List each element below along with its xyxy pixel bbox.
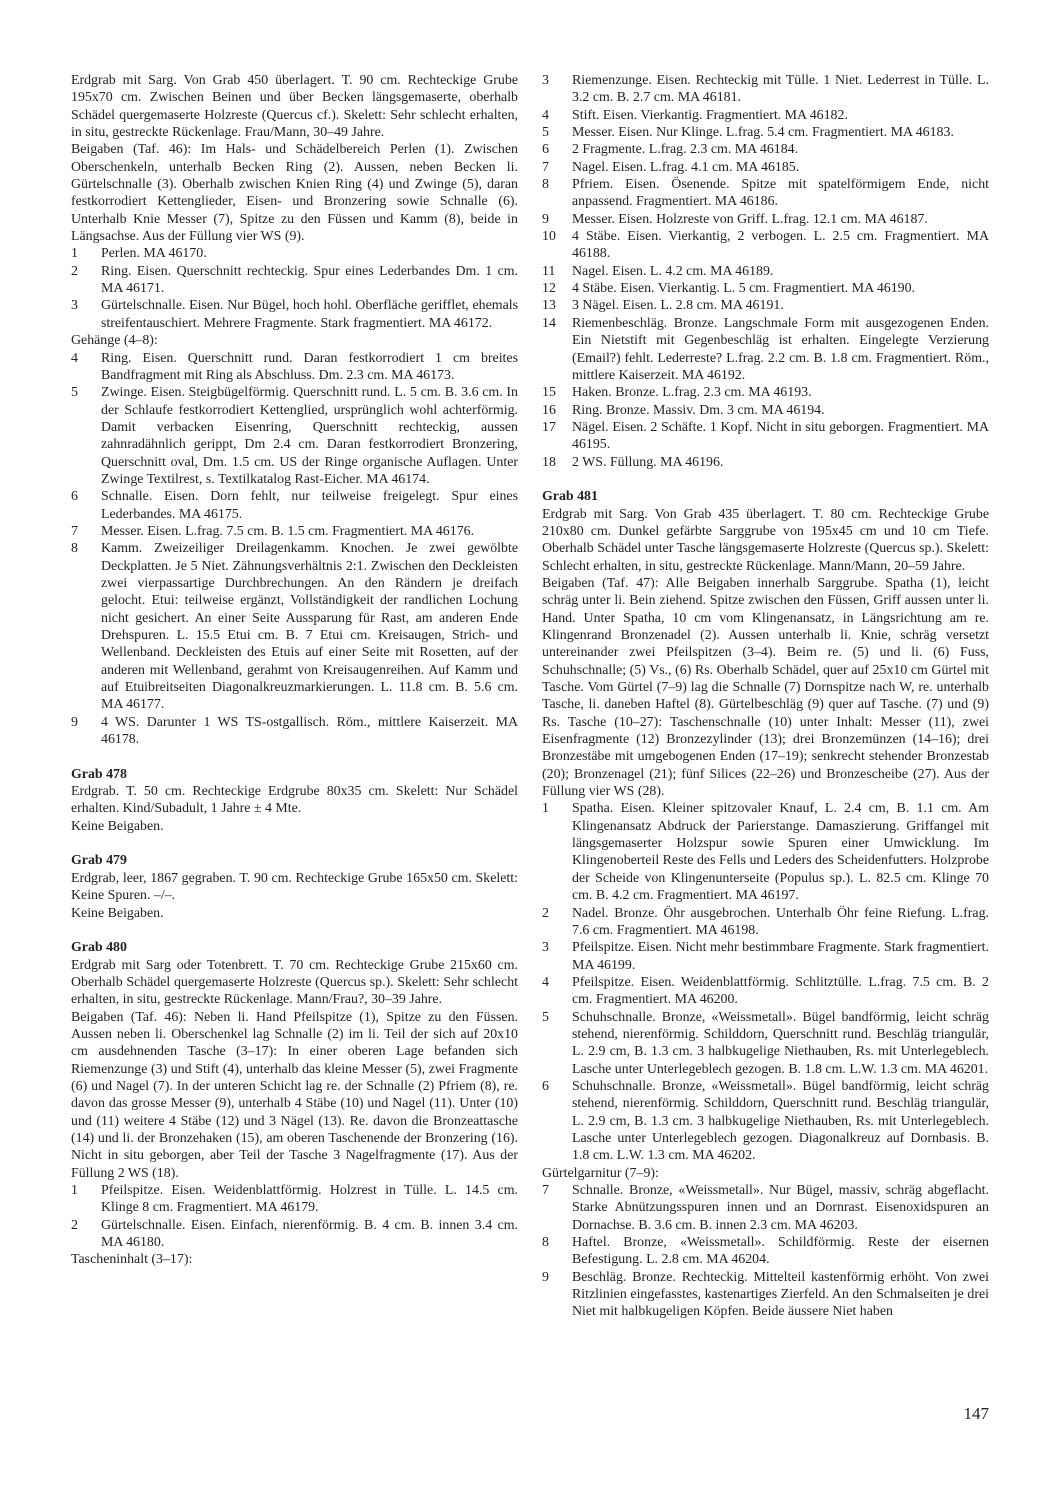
item-number: 9 xyxy=(542,1269,549,1285)
catalog-item xyxy=(71,1182,518,1217)
item-text: Spatha. Eisen. Kleiner spitzovaler Knauf, L. 2.4 cm, B. 1.1 cm. Am Klingenansatz Abdruck der Parierstange. Damaszierung. Griffangel mit längsgemaserter Holzspur sowie Spuren einer Umwicklung. Im Klingenoberteil Reste des Fells und Leders des Scheidenfutters. Holzprobe der Scheide von Klingenunterseite (Populus sp.). L. 82.5 cm. Klinge 70 cm. B. 4.2 cm. Fragmentiert. MA 46197. xyxy=(572,801,989,904)
item-number: 2 xyxy=(542,905,549,921)
paragraph: Erdgrab mit Sarg. Von Grab 450 überlagert. T. 90 cm. Rechteckige Grube 195x70 cm. Zwischen Beinen und über Becken längsgemaserte, oberhalb Schädel quergemaserte Holzreste (Quercus cf.). Skelett: Sehr schlecht erhalten, in situ, gestreckte Rückenlage. Frau/Mann, 30–49 Jahre. xyxy=(71,73,518,141)
item-number: 4 xyxy=(542,107,549,123)
paragraph: Erdgrab. T. 50 cm. Rechteckige Erdgrube 80x35 cm. Skelett: Nur Schädel erhalten. Kind/Subadult, 1 Jahre ± 4 Mte. xyxy=(71,784,518,817)
section-spacer xyxy=(71,922,518,939)
catalog-item xyxy=(71,350,518,385)
left-column xyxy=(71,72,518,1269)
item-number: 1 xyxy=(71,246,78,262)
grave-heading: Grab 480 xyxy=(71,940,127,956)
item-number: 6 xyxy=(542,1078,549,1094)
item-number: 4 xyxy=(71,350,78,366)
item-number: 11 xyxy=(542,263,556,279)
grave-heading: Grab 479 xyxy=(71,853,127,869)
catalog-item xyxy=(71,245,518,262)
item-text: Nagel. Eisen. L.frag. 4.1 cm. MA 46185. xyxy=(572,159,800,175)
item-number: 7 xyxy=(542,1183,549,1198)
item-number: 3 xyxy=(71,298,78,314)
paragraph: Erdgrab mit Sarg oder Totenbrett. T. 70 cm. Rechteckige Grube 215x60 cm. Oberhalb Schädel quergemaserte Holzreste (Quercus sp.). Skelett: Sehr schlecht erhalten, in situ, gestreckte Rückenlage. Mann/Frau?, 30–39 Jahre. xyxy=(71,957,518,1008)
catalog-item xyxy=(71,297,518,332)
item-text: Nadel. Bronze. Öhr ausgebrochen. Unterhalb Öhr feine Riefung. L.frag. 7.6 cm. Fragmentiert. MA 46198. xyxy=(572,905,989,938)
catalog-item xyxy=(542,263,989,280)
catalog-item xyxy=(542,905,989,940)
item-text: Nägel. Eisen. 2 Schäfte. 1 Kopf. Nicht in situ geborgen. Fragmentiert. MA 46195. xyxy=(572,419,989,453)
item-text: 4 WS. Darunter 1 WS TS-ostgallisch. Röm., mittlere Kaiserzeit. MA 46178. xyxy=(101,714,518,748)
item-number: 2 xyxy=(71,1217,78,1233)
section-spacer xyxy=(71,835,518,852)
item-number: 6 xyxy=(71,489,78,505)
catalog-item xyxy=(542,1009,989,1078)
paragraph: Beigaben (Taf. 46): Neben li. Hand Pfeilspitze (1), Spitze zu den Füssen. Aussen neben li. Oberschenkel lag Schnalle (2) im li. Teil der sich auf 20x10 cm ausdehnenden Tasche (3–17): In einer oberen Lage befanden sich Riemenzunge (3) und Stift (4), unterhalb das kleine Messer (5), zwei Fragmente (6) und Nagel (7). In der unteren Schicht lag re. der Schnalle (2) Pfriem (8), re. davon das grosse Messer (9), unterhalb 4 Stäbe (10) und Nagel (11). Unter (10) und (11) weitere 4 Stäbe (12) und 3 Nägel (13). Re. davon die Bronzeattasche (14) und li. der Bronzehaken (15), am oberen Taschenende der Bronzering (16). Nicht in situ geborgen, aber Teil der Tasche 3 Nagelfragmente (17). Aus der Füllung 2 WS (18). xyxy=(71,1009,518,1181)
catalog-item xyxy=(542,315,989,384)
item-number: 7 xyxy=(542,159,549,175)
catalog-item xyxy=(542,211,989,228)
section-spacer xyxy=(71,748,518,765)
item-text: Pfeilspitze. Eisen. Nicht mehr bestimmbare Fragmente. Stark fragmentiert. MA 46199. xyxy=(572,940,989,973)
item-text: Riemenbeschläg. Bronze. Langschmale Form mit ausgezogenen Enden. Ein Nietstift mit Gegenbeschläg ist erhalten. Eingelegte Verzierung (Email?) fehlt. Lederreste? L.frag. 2.2 cm. B. 1.8 cm. Fragmentiert. Röm., mittlere Kaiserzeit. MA 46192. xyxy=(572,315,989,383)
catalog-item xyxy=(542,72,989,107)
item-text: Schnalle. Eisen. Dorn fehlt, nur teilweise freigelegt. Spur eines Lederbandes. MA 46175. xyxy=(101,489,518,522)
catalog-item xyxy=(542,1234,989,1269)
item-number: 3 xyxy=(542,940,549,956)
catalog-item xyxy=(542,1269,989,1321)
item-text: Beschläg. Bronze. Rechteckig. Mittelteil kastenförmig erhöht. Von zwei Ritzlinien eingefasstes, kastenartiges Zierfeld. An den Schmalseiten je drei Niet mit halbkugeligen Köpfen. Beide äussere Niet haben xyxy=(572,1269,989,1320)
item-text: 4 Stäbe. Eisen. Vierkantig, 2 verbogen. L. 2.5 cm. Fragmentiert. MA 46188. xyxy=(572,229,989,262)
item-number: 13 xyxy=(542,298,556,314)
item-number: 14 xyxy=(542,315,556,331)
item-text: Riemenzunge. Eisen. Rechteckig mit Tülle. 1 Niet. Lederrest in Tülle. L. 3.2 cm. B. 2.7 cm. MA 46181. xyxy=(572,73,989,106)
item-number: 16 xyxy=(542,402,556,418)
item-text: 2 WS. Füllung. MA 46196. xyxy=(572,454,724,470)
item-number: 1 xyxy=(71,1183,78,1198)
catalog-item xyxy=(71,488,518,523)
item-number: 17 xyxy=(542,419,556,435)
item-number: 5 xyxy=(542,125,549,141)
catalog-item xyxy=(542,939,989,974)
catalog-item xyxy=(71,714,518,749)
catalog-item xyxy=(542,800,989,904)
catalog-item xyxy=(71,263,518,298)
item-text: 4 Stäbe. Eisen. Vierkantig. L. 5 cm. Fragmentiert. MA 46190. xyxy=(572,281,916,297)
catalog-item xyxy=(542,176,989,211)
catalog-item xyxy=(542,384,989,401)
item-text: Nagel. Eisen. L. 4.2 cm. MA 46189. xyxy=(572,263,774,279)
paragraph: Tascheninhalt (3–17): xyxy=(71,1252,193,1268)
item-number: 6 xyxy=(542,142,549,158)
page-number: 147 xyxy=(963,1404,989,1423)
item-text: Pfeilspitze. Eisen. Weidenblattförmig. Schlitztülle. L.frag. 7.5 cm. B. 2 cm. Fragmentiert. MA 46200. xyxy=(572,974,989,1008)
grave-heading: Grab 481 xyxy=(542,489,598,505)
item-number: 12 xyxy=(542,281,556,297)
paragraph: Beigaben (Taf. 46): Im Hals- und Schädelbereich Perlen (1). Zwischen Oberschenkeln, unterhalb Becken Ring (2). Aussen, neben Becken li. Gürtelschnalle (3). Oberhalb zwischen Knien Ring (4) und Zwinge (5), daran festkorrodiert Kettenglieder, Eisen- und Bronzering sowie Schnalle (6). Unterhalb Knie Messer (7), Spitze zu den Füssen und Kamm (8), beide in Längsachse. Aus der Füllung vier WS (9). xyxy=(71,142,518,245)
item-number: 8 xyxy=(71,541,78,557)
item-text: Haken. Bronze. L.frag. 2.3 cm. MA 46193. xyxy=(572,385,812,401)
item-text: Messer. Eisen. L.frag. 7.5 cm. B. 1.5 cm. Fragmentiert. MA 46176. xyxy=(101,523,475,539)
item-number: 15 xyxy=(542,385,556,401)
grave-heading: Grab 478 xyxy=(71,766,127,782)
paragraph: Erdgrab mit Sarg. Von Grab 435 überlagert. T. 80 cm. Rechteckige Grube 210x80 cm. Dunkel gefärbte Sarggrube von 195x45 cm und 10 cm Tiefe. Oberhalb Schädel unter Tasche längsgemaserte Holzreste (Quercus sp.). Skelett: Schlecht erhalten, in situ, gestreckte Rückenlage. Mann/Mann, 20–59 Jahre. xyxy=(542,506,989,574)
item-number: 7 xyxy=(71,523,78,539)
item-number: 8 xyxy=(542,1235,549,1251)
catalog-item xyxy=(542,124,989,141)
item-text: Messer. Eisen. Nur Klinge. L.frag. 5.4 cm. Fragmentiert. MA 46183. xyxy=(572,125,954,141)
item-text: Haftel. Bronze, «Weissmetall». Schildförmig. Reste der eisernen Befestigung. L. 2.8 cm. MA 46204. xyxy=(572,1235,989,1268)
item-text: Pfeilspitze. Eisen. Weidenblattförmig. Holzrest in Tülle. L. 14.5 cm. Klinge 8 cm. Fragmentiert. MA 46179. xyxy=(101,1183,518,1216)
item-number: 5 xyxy=(542,1009,549,1025)
paragraph: Gürtelgarnitur (7–9): xyxy=(542,1165,659,1181)
paragraph: Erdgrab, leer, 1867 gegraben. T. 90 cm. Rechteckige Grube 165x50 cm. Skelett: Keine Spuren. –/–. xyxy=(71,870,518,904)
item-number: 3 xyxy=(542,73,549,88)
right-column xyxy=(542,72,989,1321)
catalog-item xyxy=(542,454,989,471)
item-number: 5 xyxy=(71,385,78,401)
paragraph: Beigaben (Taf. 47): Alle Beigaben innerhalb Sarggrube. Spatha (1), leicht schräg unter li. Bein ziehend. Spitze zwischen den Füssen, Griff aussen unter li. Hand. Unter Spatha, 10 cm vom Klingenansatz, in Längsrichtung am re. Klingenrand Bronzenadel (2). Aussen unterhalb li. Knie, schräg versetzt untereinander zwei Pfeilspitzen (3–4). Beim re. (5) und li. (6) Fuss, Schuhschnalle; (5) Vs., (6) Rs. Oberhalb Schädel, quer auf 25x10 cm Gürtel mit Tasche. Vom Gürtel (7–9) lag die Schnalle (7) Dornspitze nach W, re. unterhalb Tasche, li. daneben Haftel (8). Gürtelbeschläg (9) quer auf Tasche. (7) und (9) Rs. Tasche (10–27): Taschenschnalle (10) unter Inhalt: Messer (11), zwei Eisenfragmente (12) Bronzezylinder (13); drei Bronzemünzen (14–16); drei Bronzestäbe mit umgebogenen Enden (17–19); senkrecht stehender Bronzestab (20); Bronzenagel (21); fünf Silices (22–26) und Bronzescheibe (27). Aus der Füllung vier WS (28). xyxy=(542,575,989,800)
item-text: Zwinge. Eisen. Steigbügelförmig. Querschnitt rund. L. 5 cm. B. 3.6 cm. In der Schlaufe festkorrodiert Kettenglied, ursprünglich wohl achterförmig. Damit verbacken Eisenring, Querschnitt rechteckig, aussen zahnradähnlich gerippt, Dm 2.4 cm. Daran festkorrodiert Bronzering, Querschnitt oval, Dm. 1.5 cm. US der Ringe organische Auflagen. Unter Zwinge Textilrest, s. Textilkatalog Rast-Eicher. MA 46174. xyxy=(101,385,518,487)
item-text: Kamm. Zweizeiliger Dreilagenkamm. Knochen. Je zwei gewölbte Deckplatten. Je 5 Niet. Zähnungsverhältnis 2:1. Zwischen den Deckleisten zwei vierpassartige Durchbrechungen. An den Rändern je dreifach gelocht. Etui: teilweise ergänzt, Vollständigkeit der randlichen Lochung nicht gesichert. An einer Seite Aussparung für Rast, am anderen Ende Drehspuren. L. 15.5 Etui cm. B. 7 Etui cm. Kreisaugen, Strich- und Wellenband. Deckleisten des Etuis auf einer Seite mit Rosetten, auf der anderen mit Wellenband, gerahmt von Kreisaugenreihen. Auf Kamm und auf Etuibreitseiten Diagonalkreuzmarkierungen. L. 11.8 cm. B. 5.6 cm. MA 46177. xyxy=(101,541,518,713)
paragraph: Keine Beigaben. xyxy=(71,905,164,921)
item-number: 2 xyxy=(71,263,78,279)
catalog-item xyxy=(71,540,518,713)
item-text: 3 Nägel. Eisen. L. 2.8 cm. MA 46191. xyxy=(572,298,784,314)
catalog-item xyxy=(542,974,989,1009)
item-number: 9 xyxy=(71,714,78,730)
item-text: Ring. Bronze. Massiv. Dm. 3 cm. MA 46194. xyxy=(572,402,825,418)
catalog-item xyxy=(542,228,989,263)
catalog-item xyxy=(71,384,518,488)
catalog-item xyxy=(542,280,989,297)
item-text: Schnalle. Bronze, «Weissmetall». Nur Bügel, massiv, schräg abgeflacht. Starke Abnützungsspuren innen und an Dornrast. Eisenoxidspuren an Dornachse. B. 3.6 cm. B. innen 2.3 cm. MA 46203. xyxy=(572,1183,989,1233)
item-text: Ring. Eisen. Querschnitt rechteckig. Spur eines Lederbandes Dm. 1 cm. MA 46171. xyxy=(101,263,518,297)
catalog-item xyxy=(542,402,989,419)
item-text: Schuhschnalle. Bronze, «Weissmetall». Bügel bandförmig, leicht schräg stehend, nierenförmig. Schilddorn, Querschnitt rund. Beschläg triangulär, L. 2.9 cm, B. 1.3 cm. 3 halbkugelige Niethauben, Rs. mit Unterlegeblech. Lasche unter Unterlegeblech gezogen. Diagonalkreuz auf Dornbasis. B. 1.8 cm. L.W. 1.3 cm. MA 46202. xyxy=(572,1078,989,1164)
catalog-item xyxy=(71,523,518,540)
item-number: 18 xyxy=(542,454,556,470)
catalog-item xyxy=(542,1182,989,1234)
item-number: 8 xyxy=(542,177,549,193)
catalog-item xyxy=(542,141,989,158)
item-number: 9 xyxy=(542,211,549,227)
item-text: Ring. Eisen. Querschnitt rund. Daran festkorrodiert 1 cm breites Bandfragment mit Ring als Abschluss. Dm. 2.3 cm. MA 46173. xyxy=(101,350,518,383)
item-text: Gürtelschnalle. Eisen. Nur Bügel, hoch hohl. Oberfläche gerifflet, ehemals streifentauschiert. Mehrere Fragmente. Stark fragmentiert. MA 46172. xyxy=(101,298,518,331)
item-number: 1 xyxy=(542,801,549,817)
catalog-item xyxy=(542,419,989,454)
paragraph: Gehänge (4–8): xyxy=(71,333,158,349)
item-number: 10 xyxy=(542,229,556,245)
item-text: Messer. Eisen. Holzreste von Griff. L.frag. 12.1 cm. MA 46187. xyxy=(572,211,928,227)
section-spacer xyxy=(542,471,989,488)
catalog-item xyxy=(71,1217,518,1252)
catalog-item xyxy=(542,159,989,176)
item-text: Gürtelschnalle. Eisen. Einfach, nierenförmig. B. 4 cm. B. innen 3.4 cm. MA 46180. xyxy=(101,1217,518,1251)
item-text: Schuhschnalle. Bronze, «Weissmetall». Bügel bandförmig, leicht schräg stehend, nierenförmig. Schilddorn, Querschnitt rund. Beschläg triangulär, L. 2.9 cm, B. 1.3 cm. 3 halbkugelige Niethauben, Rs. mit Unterlegeblech. Lasche unter Unterlegeblech gezogen. B. 1.8 cm. L.W. 1.3 cm. MA 46201. xyxy=(572,1009,989,1077)
item-text: Pfriem. Eisen. Ösenende. Spitze mit spatelförmigem Ende, nicht anpassend. Fragmentiert. MA 46186. xyxy=(572,177,989,210)
catalog-item xyxy=(542,107,989,124)
catalog-item xyxy=(542,1078,989,1165)
item-text: 2 Fragmente. L.frag. 2.3 cm. MA 46184. xyxy=(572,142,799,158)
item-number: 4 xyxy=(542,974,549,990)
item-text: Perlen. MA 46170. xyxy=(101,246,207,262)
paragraph: Keine Beigaben. xyxy=(71,818,164,834)
item-text: Stift. Eisen. Vierkantig. Fragmentiert. MA 46182. xyxy=(572,107,848,123)
catalog-item xyxy=(542,297,989,314)
